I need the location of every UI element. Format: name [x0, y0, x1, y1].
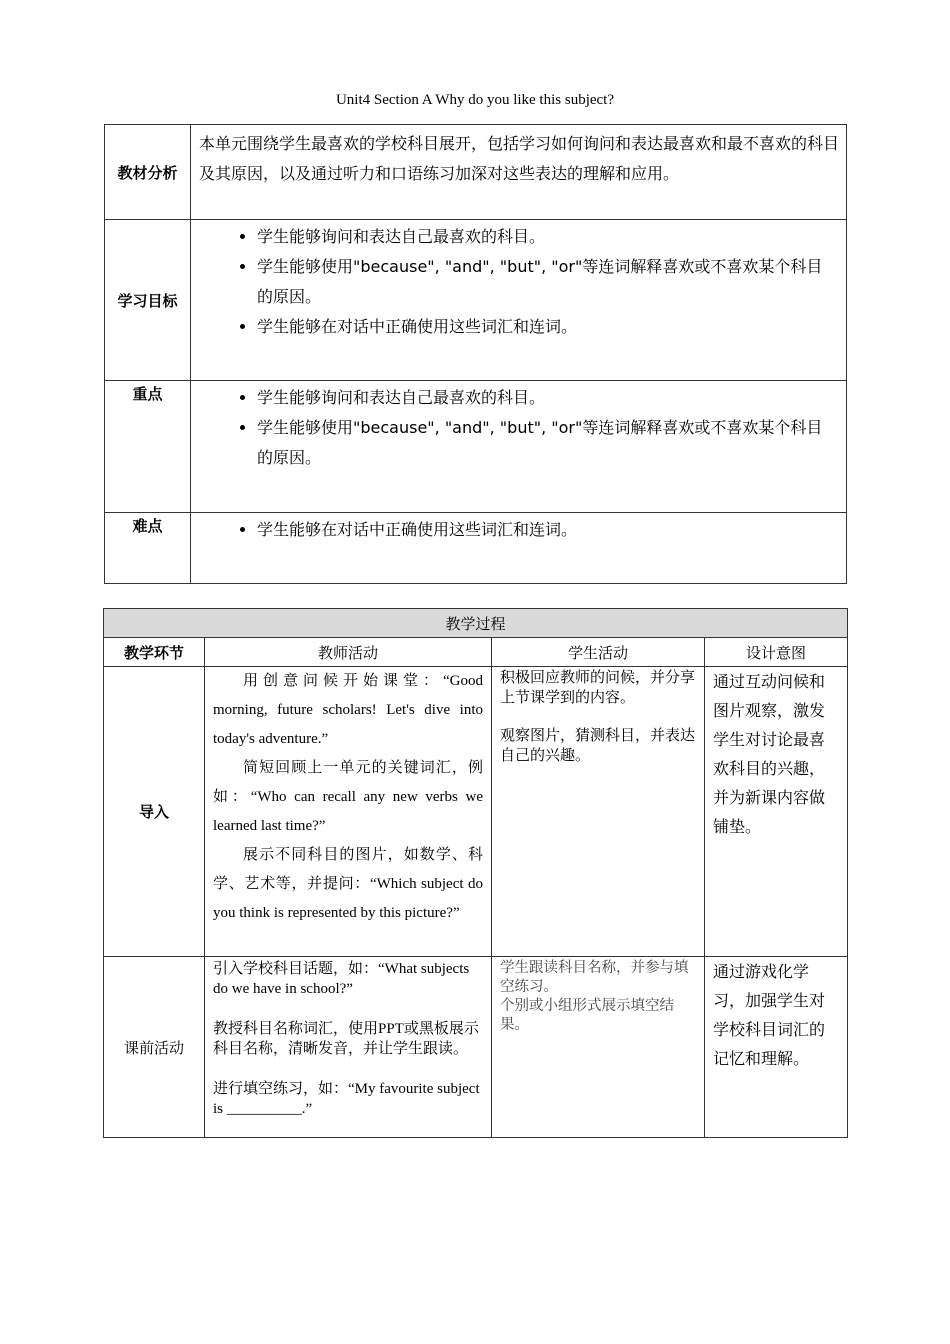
- table-row: [104, 667, 848, 957]
- row-header: 难点: [105, 513, 191, 584]
- list-item: • 学生能够在对话中正确使用这些词汇和连词。: [257, 515, 838, 545]
- list-item: • 学生能够使用"because", "and", "but", "or"等连词解释喜欢或不喜欢某个科目的原因。: [257, 252, 838, 312]
- list-item: • 学生能够询问和表达自己最喜欢的科目。: [257, 383, 838, 413]
- table-row: [105, 220, 847, 381]
- row-header: 学习目标: [105, 220, 191, 381]
- student-activity: 积极回应教师的问候，并分享上节课学到的内容。: [500, 668, 696, 706]
- stage-label: 课前活动: [104, 957, 205, 1138]
- column-header: 学生活动: [492, 638, 705, 667]
- student-activity: 学生跟读科目名称，并参与填空练习。: [500, 960, 689, 995]
- document-title: Unit4 Section A Why do you like this subject?: [335, 92, 615, 108]
- column-header: 教学环节: [104, 638, 205, 667]
- stage-label: 导入: [104, 667, 205, 957]
- list-item: • 学生能够在对话中正确使用这些词汇和连词。: [257, 312, 838, 342]
- process-table: [103, 608, 848, 1138]
- list-item: • 学生能够使用"because", "and", "but", "or"等连词解释喜欢或不喜欢某个科目的原因。: [257, 413, 838, 473]
- overview-table: [104, 124, 847, 584]
- difficulties-list: [191, 515, 838, 545]
- teacher-activity: 教授科目名称词汇，使用PPT或黑板展示科目名称，清晰发音，并让学生跟读。: [213, 1021, 479, 1057]
- design-intent: 通过游戏化学习，加强学生对学校科目词汇的记忆和理解。: [705, 957, 848, 1138]
- student-activity: 观察图片，猜测科目，并表达自己的兴趣。: [500, 726, 696, 764]
- design-intent: 通过互动问候和图片观察，激发学生对讨论最喜欢科目的兴趣，并为新课内容做铺垫。: [705, 667, 848, 957]
- table-row: [105, 125, 847, 220]
- teacher-activity: 进行填空练习，如：“My favourite subject is __________.”: [213, 1081, 480, 1117]
- teacher-activity: 简短回顾上一单元的关键词汇，例如：“Who can recall any new verbs we learned last time?”: [213, 760, 483, 834]
- analysis-text: 本单元围绕学生最喜欢的学校科目展开，包括学习如何询问和表达最喜欢和最不喜欢的科目及其原因，以及通过听力和口语练习加深对这些表达的理解和应用。: [191, 125, 847, 220]
- table-row: [104, 609, 848, 638]
- table-row: [105, 381, 847, 513]
- student-activity: 个别或小组形式展示填空结果。: [500, 998, 674, 1033]
- row-header: 教材分析: [105, 125, 191, 220]
- teacher-activity: 引入学校科目话题，如：“What subjects do we have in school?”: [213, 961, 470, 997]
- key-points-list: [191, 383, 838, 473]
- teacher-activity: 展示不同科目的图片，如数学、科学、艺术等，并提问：“Which subject do you think is represented by this picture?”: [213, 847, 483, 921]
- list-item: • 学生能够询问和表达自己最喜欢的科目。: [257, 222, 838, 252]
- table-row: [104, 957, 848, 1138]
- objectives-list: [191, 222, 838, 342]
- table-row: [105, 513, 847, 584]
- column-header: 设计意图: [705, 638, 848, 667]
- column-header: 教师活动: [205, 638, 492, 667]
- header-row: [104, 638, 848, 667]
- teacher-activity: 用创意问候开始课堂：“Good morning, future scholars! Let's dive into today's adventure.”: [213, 673, 483, 747]
- row-header: 重点: [105, 381, 191, 513]
- process-title: 教学过程: [104, 609, 848, 638]
